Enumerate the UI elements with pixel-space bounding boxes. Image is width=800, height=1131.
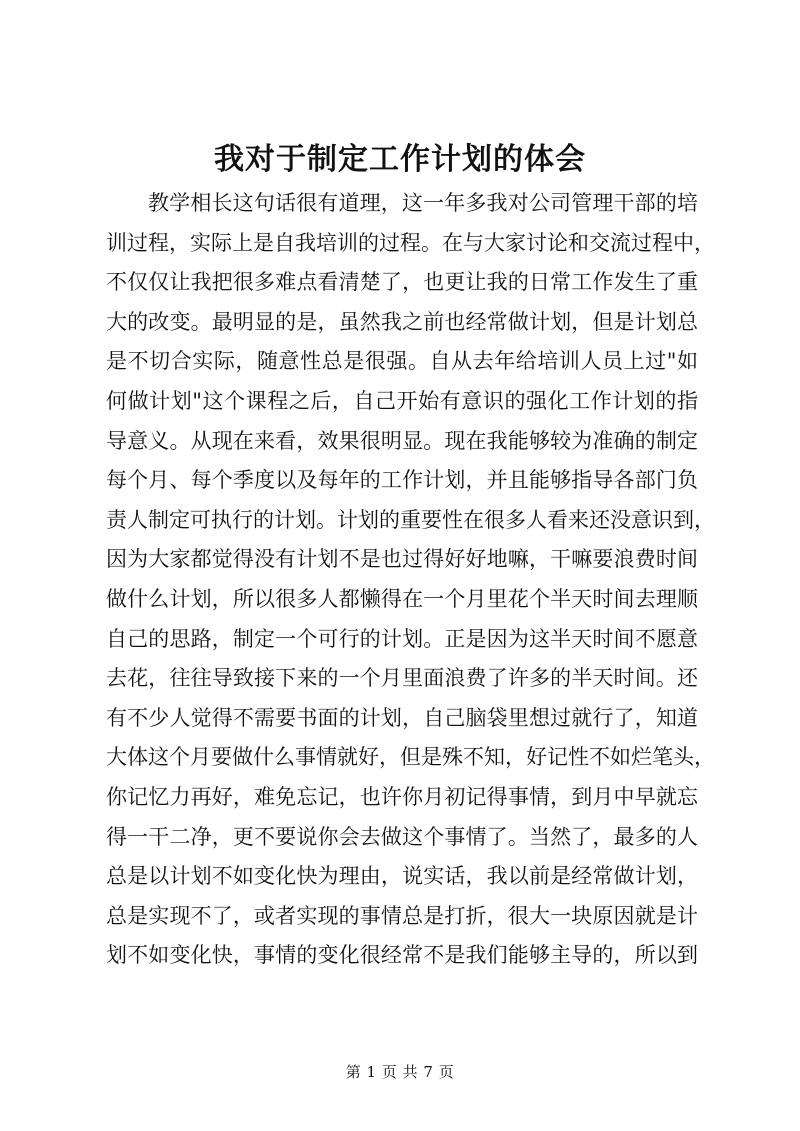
body-line: 导意义。从现在来看，效果很明显。现在我能够较为准确的制定 [106,428,698,453]
body-line: 是不切合实际，随意性总是很强。自从去年给培训人员上过"如 [106,349,698,374]
page-number-footer: 第 1 页 共 7 页 [345,1063,455,1081]
body-line: 训过程，实际上是自我培训的过程。在与大家讨论和交流过程中， [106,230,715,255]
body-line: 去花，往往导致接下来的一个月里面浪费了许多的半天时间。还 [106,666,698,691]
body-line: 每个月、每个季度以及每年的工作计划，并且能够指导各部门负 [106,468,698,493]
body-line: 不仅仅让我把很多难点看清楚了，也更让我的日常工作发生了重 [106,270,698,295]
body-line: 因为大家都觉得没有计划不是也过得好好地嘛，干嘛要浪费时间 [106,547,698,572]
body-line: 责人制定可执行的计划。计划的重要性在很多人看来还没意识到， [106,507,715,532]
body-line: 划不如变化快，事情的变化很经常不是我们能够主导的，所以到 [106,943,698,968]
body-line: 你记忆力再好，难免忘记，也许你月初记得事情，到月中早就忘 [106,784,698,809]
body-line: 自己的思路，制定一个可行的计划。正是因为这半天时间不愿意 [106,626,698,651]
body-line: 总是实现不了，或者实现的事情总是打折，很大一块原因就是计 [106,903,698,928]
document-body [106,184,715,976]
body-line: 何做计划"这个课程之后，自己开始有意识的强化工作计划的指 [106,388,698,413]
body-line: 做什么计划，所以很多人都懒得在一个月里花个半天时间去理顺 [106,586,698,611]
document-title: 我对于制定工作计划的体会 [214,142,586,177]
body-line: 有不少人觉得不需要书面的计划，自己脑袋里想过就行了，知道 [106,705,698,730]
body-line: 大体这个月要做什么事情就好，但是殊不知，好记性不如烂笔头， [106,745,715,770]
body-line: 得一干二净，更不要说你会去做这个事情了。当然了，最多的人 [106,824,698,849]
body-line: 教学相长这句话很有道理，这一年多我对公司管理干部的培 [148,191,698,215]
body-line: 总是以计划不如变化快为理由，说实话，我以前是经常做计划， [106,864,698,889]
body-line: 大的改变。最明显的是，虽然我之前也经常做计划，但是计划总 [106,309,698,334]
